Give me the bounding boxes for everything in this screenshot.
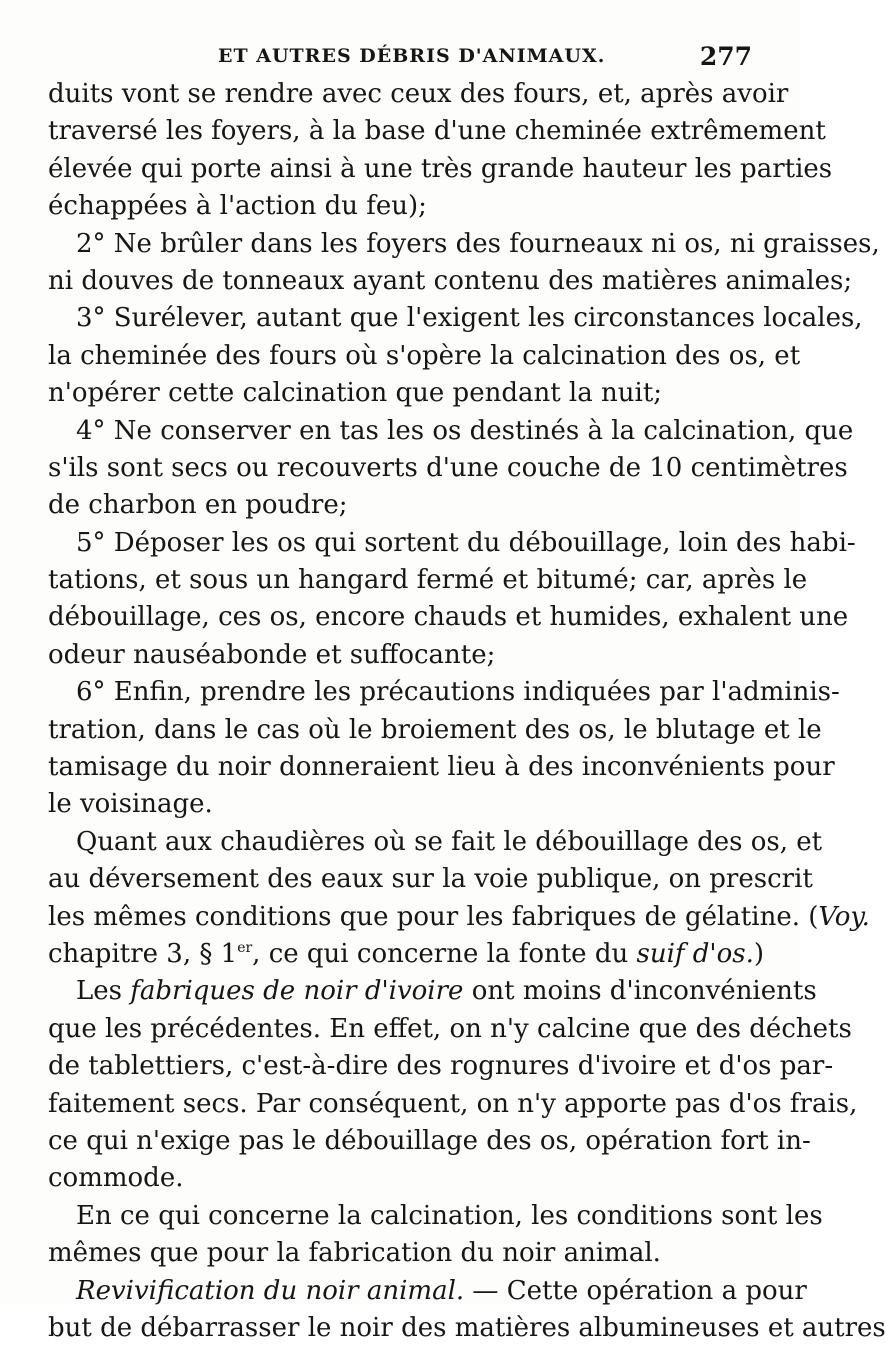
text-line: élevée qui porte ainsi à une très grande hauteur les parties bbox=[48, 153, 833, 184]
text-line: s'ils sont secs ou recouverts d'une couche de 10 centimètres bbox=[48, 452, 848, 483]
superscript: er bbox=[237, 939, 253, 956]
running-head: ET AUTRES DÉBRIS D'ANIMAUX. bbox=[218, 45, 606, 67]
paragraph-start bbox=[48, 973, 817, 1010]
text-line: commode. bbox=[48, 1163, 184, 1194]
list-item-2: 2° Ne brûler dans les foyers des fourneaux ni os, ni graisses, bbox=[76, 228, 880, 259]
italic-term: suif d'os. bbox=[636, 938, 754, 969]
text-line: odeur nauséabonde et suffocante; bbox=[48, 639, 496, 670]
text-line: faitement secs. Par conséquent, on n'y apporte pas d'os frais, bbox=[48, 1088, 858, 1119]
paragraph-start: Quant aux chaudières où se fait le débouillage des os, et bbox=[76, 826, 823, 857]
paragraph-start: En ce qui concerne la calcination, les conditions sont les bbox=[76, 1200, 823, 1231]
text-line: ce qui n'exige pas le débouillage des os, opération fort in- bbox=[48, 1125, 811, 1156]
list-item-6: 6° Enfin, prendre les précautions indiquées par l'adminis- bbox=[76, 677, 840, 708]
text-line: de charbon en poudre; bbox=[48, 490, 348, 521]
text-segment: les mêmes conditions que pour les fabriques de gélatine. ( bbox=[48, 901, 819, 932]
text-line: tration, dans le cas où le broiement des os, le blutage et le bbox=[48, 714, 822, 745]
text-line: tations, et sous un hangard fermé et bitumé; car, après le bbox=[48, 565, 808, 596]
page-header bbox=[48, 42, 752, 76]
list-item-4: 4° Ne conserver en tas les os destinés à la calcination, que bbox=[76, 415, 854, 446]
text-line: débouillage, ces os, encore chauds et humides, exhalent une bbox=[48, 602, 849, 633]
text-line: tamisage du noir donneraient lieu à des inconvénients pour bbox=[48, 752, 835, 783]
text-line: au déversement des eaux sur la voie publique, on prescrit bbox=[48, 864, 813, 895]
italic-heading: Revivification du noir animal. bbox=[76, 1275, 465, 1306]
list-item-3: 3° Surélever, autant que l'exigent les circonstances locales, bbox=[76, 303, 863, 334]
text-line: que les précédentes. En effet, on n'y calcine que des déchets bbox=[48, 1013, 852, 1044]
body-text bbox=[48, 76, 886, 1347]
text-segment: ont moins d'inconvénients bbox=[463, 976, 817, 1007]
text-line: mêmes que pour la fabrication du noir animal. bbox=[48, 1238, 661, 1269]
text-segment: ) bbox=[753, 938, 764, 969]
text-line: de tablettiers, c'est-à-dire des rognures d'ivoire et d'os par- bbox=[48, 1051, 834, 1082]
text-segment: chapitre 3, § 1 bbox=[48, 938, 238, 969]
text-line: traversé les foyers, à la base d'une cheminée extrêmement bbox=[48, 116, 826, 147]
text-segment: — Cette opération a pour bbox=[464, 1275, 807, 1306]
italic-reference: Voy. bbox=[818, 901, 870, 932]
list-item-5: 5° Déposer les os qui sortent du débouillage, loin des habi- bbox=[76, 527, 856, 558]
text-line: but de débarrasser le noir des matières albumineuses et autres bbox=[48, 1312, 886, 1343]
text-segment: , ce qui concerne la fonte du bbox=[252, 938, 637, 969]
text-line: duits vont se rendre avec ceux des fours, et, après avoir bbox=[48, 79, 789, 109]
text-line bbox=[48, 936, 764, 973]
text-line: n'opérer cette calcination que pendant la nuit; bbox=[48, 378, 663, 409]
text-line: ni douves de tonneaux ayant contenu des matières animales; bbox=[48, 265, 853, 296]
italic-term: fabriques de noir d'ivoire bbox=[130, 976, 464, 1007]
text-line bbox=[48, 899, 870, 936]
paragraph-start bbox=[48, 1273, 807, 1310]
page-number: 277 bbox=[699, 42, 752, 71]
text-line: échappées à l'action du feu); bbox=[48, 191, 427, 222]
text-line: la cheminée des fours où s'opère la calcination des os, et bbox=[48, 340, 801, 371]
text-segment: Les bbox=[76, 976, 131, 1007]
text-line: le voisinage. bbox=[48, 789, 213, 820]
